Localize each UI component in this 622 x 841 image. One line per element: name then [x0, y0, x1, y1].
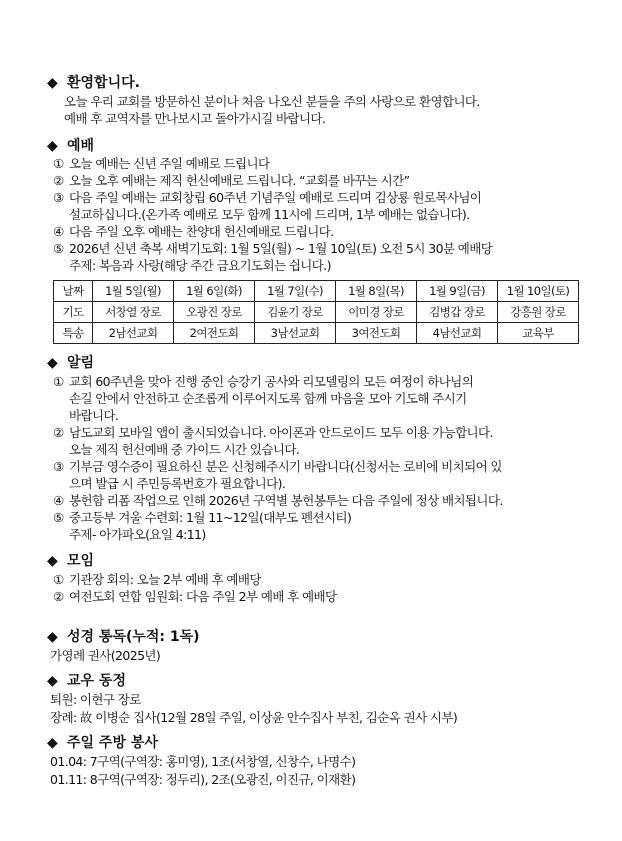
table-cell: 이미경 장로 [336, 302, 417, 323]
kitchen-service-line-1: 01.04: 7구역(구역장: 홍미영), 1조(서창열, 신창수, 나명수) [50, 754, 356, 769]
bible-reading-title: ◆ 성경 통독(누적: 1독) [47, 629, 200, 645]
notice-item-3-cont: 으며 발급 시 주민등록번호가 필요합니다). [69, 476, 286, 491]
bible-reading-line: 가영례 권사(2025년) [50, 648, 161, 663]
member-news-line-1: 퇴원: 이현구 장로 [50, 692, 141, 707]
table-date: 1월 7일(수) [255, 281, 336, 302]
member-news-line-2: 장례: 故 이병순 집사(12월 28일 주일, 이상윤 안수집사 부친, 김순옥 권사 시부) [50, 710, 458, 725]
meeting-item-1: ① 기관장 회의: 오늘 2부 예배 후 예배당 [53, 572, 261, 587]
notice-item-2-cont: 오늘 제직 헌신예배 중 가이드 시간 있습니다. [69, 442, 300, 457]
notice-item-4: ④ 봉헌함 리폼 작업으로 인해 2026년 구역별 봉헌봉투는 다음 주일에 정상 배치됩니다. [53, 493, 503, 508]
meeting-item-2: ② 여전도회 연합 임원회: 다음 주일 2부 예배 후 예배당 [53, 589, 337, 604]
notice-item-1: ① 교회 60주년을 맞아 진행 중인 승강기 공사와 리모델링의 모든 여정이 하나님의 [53, 374, 474, 389]
notice-item-3: ③ 기부금 영수증이 필요하신 분은 신청해주시기 바랍니다(신청서는 로비에 비치되어 있 [53, 459, 502, 474]
welcome-line-2: 예배 후 교역자를 만나보시고 돌아가시길 바랍니다. [64, 111, 326, 126]
worship-item-5: ⑤ 2026년 신년 축복 새벽기도회: 1월 5일(월) ~ 1월 10일(토) 오전 5시 30분 예배당 [53, 241, 493, 256]
table-cell: 강흥원 장로 [498, 302, 579, 323]
worship-item-4: ④ 다음 주일 오후 예배는 찬양대 헌신예배로 드립니다. [53, 224, 334, 239]
notice-item-1-cont: 손길 안에서 안전하고 순조롭게 이루어지도록 함께 마음을 모아 기도해 주시기 [69, 391, 467, 406]
table-cell: 2여전도회 [174, 323, 255, 344]
diamond-icon: ◆ [47, 629, 58, 645]
diamond-icon: ◆ [47, 553, 58, 569]
diamond-icon: ◆ [47, 75, 58, 91]
table-row [54, 323, 579, 344]
notice-item-5-cont: 주제- 아가파오(요일 4:11) [69, 527, 206, 542]
notice-item-5: ⑤ 중고등부 겨울 수련회: 1월 11~12일(대부도 펜션시티) [53, 510, 352, 525]
worship-title: ◆ 예배 [47, 138, 95, 154]
table-date: 1월 9일(금) [417, 281, 498, 302]
table-cell: 3남선교회 [255, 323, 336, 344]
table-cell: 오광진 장로 [174, 302, 255, 323]
table-row-label: 기도 [54, 302, 93, 323]
worship-item-1: ① 오늘 예배는 신년 주일 예배로 드립니다 [53, 156, 270, 171]
notice-item-2: ② 남도교회 모바일 앱이 출시되었습니다. 아이폰과 안드로이드 모두 이용 가능합니다. [53, 425, 493, 440]
worship-item-3: ③ 다음 주일 예배는 교회창립 60주년 기념주일 예배로 드리며 김상룡 원로목사님이 [53, 190, 482, 205]
welcome-line-1: 오늘 우리 교회를 방문하신 분이나 처음 나오신 분들을 주의 사랑으로 환영합니다. [64, 94, 480, 109]
diamond-icon: ◆ [47, 735, 58, 751]
diamond-icon: ◆ [47, 138, 58, 154]
table-row [54, 302, 579, 323]
prayer-schedule-table [53, 280, 579, 344]
worship-item-2: ② 오늘 오후 예배는 제직 헌신예배로 드립니다. “교회를 바꾸는 시간” [53, 173, 410, 188]
table-cell: 김윤기 장로 [255, 302, 336, 323]
notice-item-1-cont: 바랍니다. [69, 408, 119, 423]
table-row [54, 281, 579, 302]
table-date: 1월 10일(토) [498, 281, 579, 302]
table-cell: 3여전도회 [336, 323, 417, 344]
kitchen-service-line-2: 01.11: 8구역(구역장: 정두리), 2조(오광진, 이진규, 이재환) [50, 772, 356, 787]
table-cell: 교육부 [498, 323, 579, 344]
member-news-title: ◆ 교우 동정 [47, 673, 126, 689]
kitchen-service-title: ◆ 주일 주방 봉사 [47, 735, 158, 751]
table-cell: 4남선교회 [417, 323, 498, 344]
table-cell: 서창열 장로 [93, 302, 174, 323]
worship-item-3-cont: 설교하십니다.(온가족 예배로 모두 함께 11시에 드리며, 1부 예배는 없습니다). [69, 207, 470, 222]
diamond-icon: ◆ [47, 673, 58, 689]
table-cell: 2남선교회 [93, 323, 174, 344]
table-date: 1월 6일(화) [174, 281, 255, 302]
worship-item-5-cont: 주제: 복음과 사랑(해당 주간 금요기도회는 쉽니다.) [69, 258, 331, 273]
table-row-label: 특송 [54, 323, 93, 344]
meetings-title: ◆ 모임 [47, 553, 95, 569]
table-cell: 김병갑 장로 [417, 302, 498, 323]
notices-title: ◆ 알림 [47, 355, 95, 371]
welcome-title: ◆ 환영합니다. [47, 75, 140, 91]
table-header-label: 날짜 [54, 281, 93, 302]
diamond-icon: ◆ [47, 355, 58, 371]
table-date: 1월 8일(목) [336, 281, 417, 302]
table-date: 1월 5일(월) [93, 281, 174, 302]
